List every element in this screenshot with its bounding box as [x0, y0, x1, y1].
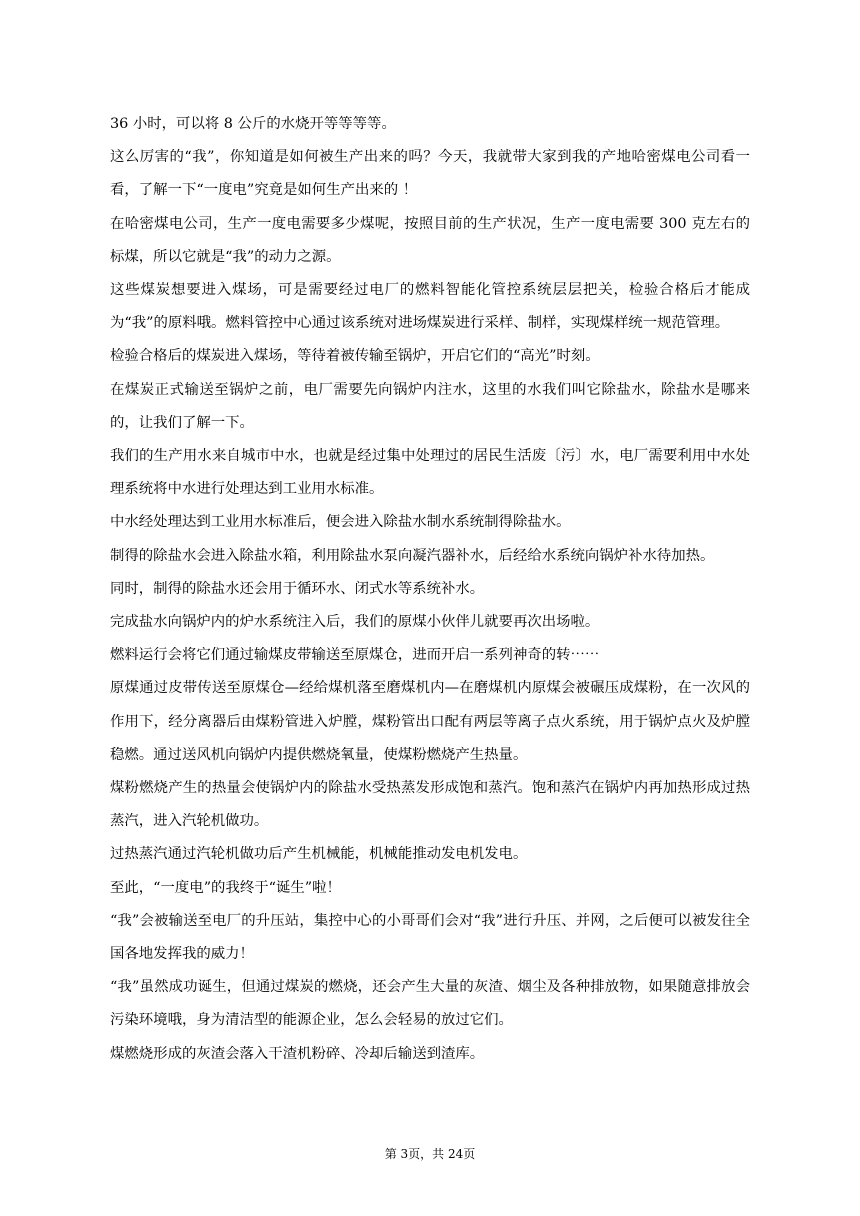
paragraph-13: 原煤通过皮带传送至原煤仓—经给煤机落至磨煤机内—在磨煤机内原煤会被碾压成煤粉，在一次风的作用下，经分离器后由煤粉管进入炉膛，煤粉管出口配有两层等离子点火系统，用于锅炉点火及炉膛稳燃。通过送风机向锅炉内提供燃烧氧量，使煤粉燃烧产生热量。	[110, 680, 750, 763]
paragraph-9: 制得的除盐水会进入除盐水箱，利用除盐水泵向凝汽器补水，后经给水系统向锅炉补水待加热。	[110, 547, 715, 564]
paragraph-3: 在哈密煤电公司，生产一度电需要多少煤呢，按照目前的生产状况，生产一度电需要 300 克左右的标煤，所以它就是“我”的动力之源。	[110, 215, 750, 265]
paragraph-5: 检验合格后的煤炭进入煤场，等待着被传输至锅炉，开启它们的“高光”时刻。	[110, 348, 600, 365]
paragraph-12: 燃料运行会将它们通过输煤皮带输送至原煤仓，进而开启一系列神奇的转⋯⋯	[110, 647, 600, 664]
paragraph-4: 这些煤炭想要进入煤场，可是需要经过电厂的燃料智能化管控系统层层把关，检验合格后才能成为“我”的原料哦。燃料管控中心通过该系统对进场煤炭进行采样、制样，实现煤样统一规范管理。	[110, 282, 750, 332]
paragraph-1: 36 小时，可以将 8 公斤的水烧开等等等等。	[110, 116, 396, 132]
paragraph-15: 过热蒸汽通过汽轮机做功后产生机械能，机械能推动发电机发电。	[110, 846, 528, 863]
paragraph-10: 同时，制得的除盐水还会用于循环水、闭式水等系统补水。	[110, 580, 485, 597]
paragraph-19: 煤燃烧形成的灰渣会落入干渣机粉碎、冷却后输送到渣库。	[110, 1045, 485, 1062]
page-number-footer: 第 3页，共 24页	[384, 1147, 476, 1161]
paragraph-7: 我们的生产用水来自城市中水，也就是经过集中处理过的居民生活废〔污〕水，电厂需要利用中水处理系统将中水进行处理达到工业用水标准。	[110, 448, 750, 498]
paragraph-8: 中水经处理达到工业用水标准后，便会进入除盐水制水系统制得除盐水。	[110, 514, 571, 531]
paragraph-14: 煤粉燃烧产生的热量会使锅炉内的除盐水受热蒸发形成饱和蒸汽。饱和蒸汽在锅炉内再加热形成过热蒸汽，进入汽轮机做功。	[110, 780, 750, 830]
paragraph-17: “我”会被输送至电厂的升压站，集控中心的小哥哥们会对“我”进行升压、并网，之后便可以被发往全国各地发挥我的威力！	[110, 912, 750, 963]
paragraph-18: “我”虽然成功诞生，但通过煤炭的燃烧，还会产生大量的灰渣、烟尘及各种排放物，如果随意排放会污染环境哦，身为清洁型的能源企业，怎么会轻易的放过它们。	[110, 979, 750, 1029]
paragraph-11: 完成盐水向锅炉内的炉水系统注入后，我们的原煤小伙伴儿就要再次出场啦。	[110, 614, 600, 631]
document-body	[110, 108, 750, 1071]
paragraph-6: 在煤炭正式输送至锅炉之前，电厂需要先向锅炉内注水，这里的水我们叫它除盐水，除盐水是哪来的，让我们了解一下。	[110, 381, 750, 431]
paragraph-16: 至此，“一度电”的我终于“诞生”啦！	[110, 879, 341, 896]
paragraph-2: 这么厉害的“我”，你知道是如何被生产出来的吗？今天，我就带大家到我的产地哈密煤电公司看一看，了解一下“一度电”究竟是如何生产出来的 ！	[110, 149, 750, 199]
